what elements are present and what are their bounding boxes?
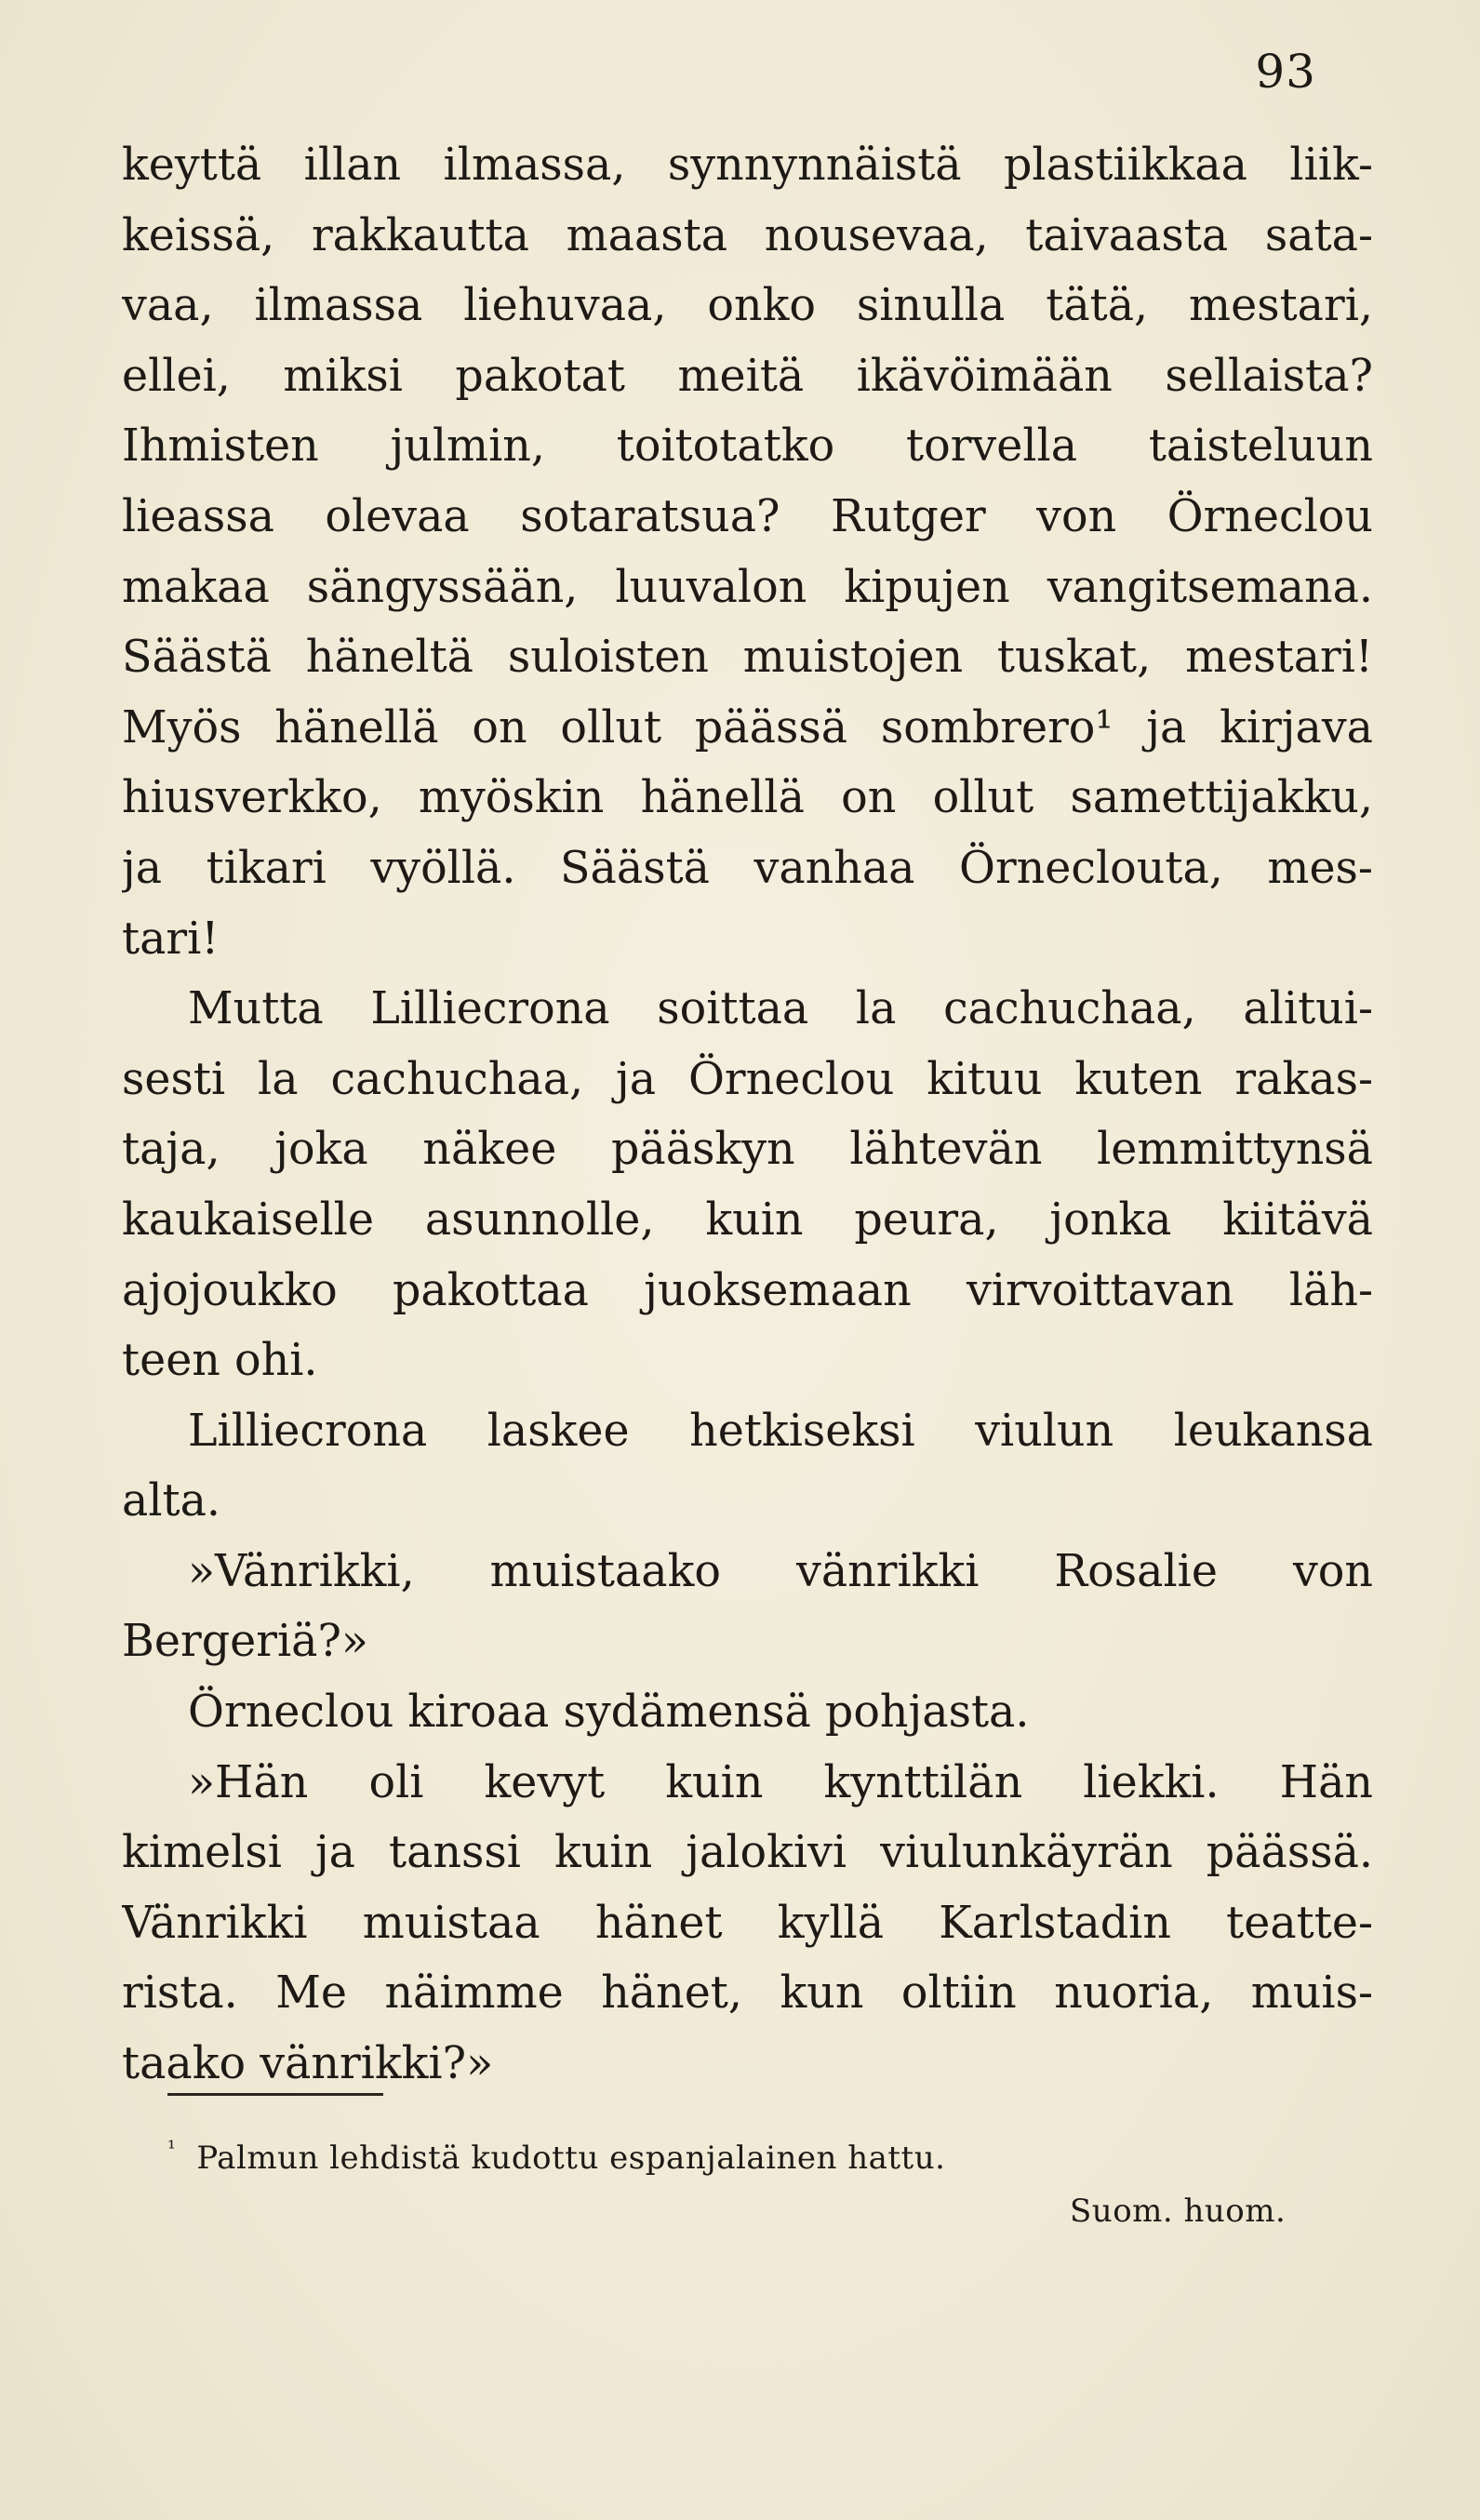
text-line: Myös hänellä on ollut päässä sombrero¹ ja kirjava [122,701,1373,753]
text-line: sesti la cachuchaa, ja Örneclou kituu kuten rakas- [122,1053,1373,1105]
text-line: Ihmisten julmin, toitotatko torvella taisteluun [122,420,1373,473]
text-line: ja tikari vyöllä. Säästä vanhaa Örneclouta, mes- [122,842,1373,894]
text-line: lieassa olevaa sotaratsua? Rutger von Örneclou [122,490,1373,542]
text-line: »Hän oli kevyt kuin kynttilän liekki. Hän [188,1756,1373,1808]
text-line: taako vänrikki?» [122,2038,494,2090]
footnote-text: Palmun lehdistä kudottu espanjalainen hattu. [196,2140,946,2177]
footnote [167,2123,1330,2238]
text-line: tari! [122,913,220,965]
text-line: keyttä illan ilmassa, synnynnäistä plastiikkaa liik- [122,140,1373,191]
footnote-mark: ¹ [167,2138,177,2161]
text-line: kimelsi ja tanssi kuin jalokivi viulunkäyrän päässä. [122,1827,1373,1879]
text-line: vaa, ilmassa liehuvaa, onko sinulla tätä, mestari, [122,280,1373,332]
text-line: »Vänrikki, muistaako vänrikki Rosalie von [188,1545,1373,1597]
text-line: Bergeriä?» [122,1616,368,1668]
text-line: Säästä häneltä suloisten muistojen tuskat, mestari! [122,632,1373,684]
text-line: Vänrikki muistaa hänet kyllä Karlstadin teatte- [122,1897,1373,1949]
text-line: makaa sängyssään, luuvalon kipujen vangitsemana. [122,561,1373,613]
footnote-translator-note: Suom. huom. [1070,2193,1287,2230]
text-line: Örneclou kiroaa sydämensä pohjasta. [188,1687,1030,1739]
body-text [122,130,1373,2100]
footnote-line [167,2123,1330,2185]
text-line: hiusverkko, myöskin hänellä on ollut samettijakku, [122,772,1373,824]
footnote-divider [167,2093,383,2096]
text-line: rista. Me näimme hänet, kun oltiin nuoria, muis- [122,1967,1373,2020]
text-line: Lilliecrona laskee hetkiseksi viulun leukansa [188,1405,1373,1457]
text-line: kaukaiselle asunnolle, kuin peura, jonka kiitävä [122,1193,1373,1246]
text-line: alta. [122,1475,221,1527]
text-line: teen ohi. [122,1335,318,1387]
text-line: taja, joka näkee pääskyn lähtevän lemmittynsä [122,1124,1373,1176]
text-line: Mutta Lilliecrona soittaa la cachuchaa, alitui- [188,983,1373,1035]
text-line: keissä, rakkautta maasta nousevaa, taivaasta sata- [122,209,1373,261]
page-number: 93 [1255,45,1316,99]
text-line: ajojoukko pakottaa juoksemaan virvoittavan läh- [122,1264,1373,1316]
text-line: ellei, miksi pakotat meitä ikävöimään sellaista? [122,350,1373,402]
